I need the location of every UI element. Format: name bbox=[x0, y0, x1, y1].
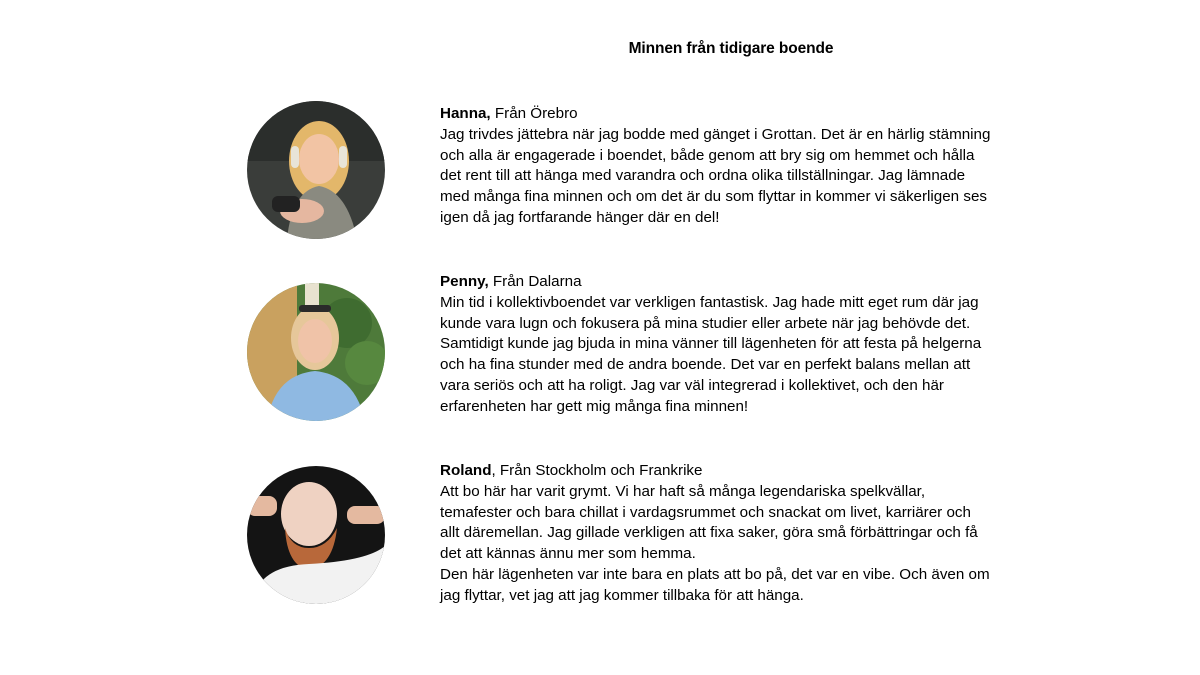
page-title: Minnen från tidigare boende bbox=[628, 40, 834, 57]
testimonial-line: igen då jag fortfarande hänger där en del! bbox=[440, 208, 720, 226]
testimonial-line: det att kännas ännu mer som hemma. bbox=[440, 545, 696, 563]
testimonial-origin: Från Örebro bbox=[490, 105, 578, 122]
testimonial-line: erfarenheten har gett mig många fina minnen! bbox=[440, 397, 749, 415]
testimonial-line: och alla är engagerade i boendet, både genom att bry sig om hemmet och hålla bbox=[440, 146, 975, 164]
testimonial-line: Samtidigt kunde jag bjuda in mina vänner till lägenheten för att festa på helgerna bbox=[440, 335, 982, 353]
testimonial-line: Min tid i kollektivboendet var verkligen fantastisk. Jag hade mitt eget rum där jag bbox=[440, 293, 979, 311]
testimonial-line: jag flyttar, vet jag att jag kommer tillbaka för att hänga. bbox=[440, 586, 804, 604]
testimonial-name: Penny, bbox=[440, 273, 489, 290]
testimonial-line: och ha fina stunder med de andra boende. Det var en perfekt balans mellan att bbox=[440, 356, 971, 374]
testimonial-line: med många fina minnen och om det är du som flyttar in kommer vi säkerligen ses bbox=[440, 188, 987, 206]
testimonial-line: Att bo här har varit grymt. Vi har haft så många legendariska spelkvällar, bbox=[440, 482, 926, 500]
testimonial-origin: , Från Stockholm och Frankrike bbox=[491, 462, 703, 479]
testimonial-line: kunde vara lugn och fokusera på mina studier eller arbete när jag behövde det. bbox=[440, 314, 971, 332]
testimonial-penny bbox=[440, 272, 1040, 418]
avatar-hanna bbox=[247, 101, 385, 239]
testimonial-line: det rent till att hänga med varandra och ordna olika tillställningar. Jag lämnade bbox=[440, 167, 966, 185]
testimonial-line: allt däremellan. Jag gillade verkligen att fixa saker, göra små förbättringar och få bbox=[440, 524, 978, 542]
testimonial-origin: Från Dalarna bbox=[488, 273, 582, 290]
testimonial-line: Jag trivdes jättebra när jag bodde med gänget i Grottan. Det är en härlig stämning bbox=[440, 125, 991, 143]
testimonial-name: Roland bbox=[440, 462, 492, 479]
hanna-photo bbox=[247, 101, 385, 239]
penny-photo bbox=[247, 283, 385, 421]
roland-photo bbox=[247, 466, 385, 604]
avatar-penny bbox=[247, 283, 385, 421]
testimonial-line: Den här lägenheten var inte bara en plats att bo på, det var en vibe. Och även om bbox=[440, 565, 990, 583]
testimonial-line: temafester och bara chillat i vardagsrummet och snackat om livet, karriärer och bbox=[440, 503, 971, 521]
testimonial-hanna bbox=[440, 104, 1040, 229]
testimonial-line: vara seriös och att ha roligt. Jag var väl integrerad i kollektivet, och den här bbox=[440, 376, 944, 394]
testimonial-name: Hanna, bbox=[440, 105, 491, 122]
testimonial-roland bbox=[440, 461, 1040, 607]
avatar-roland bbox=[247, 466, 385, 604]
